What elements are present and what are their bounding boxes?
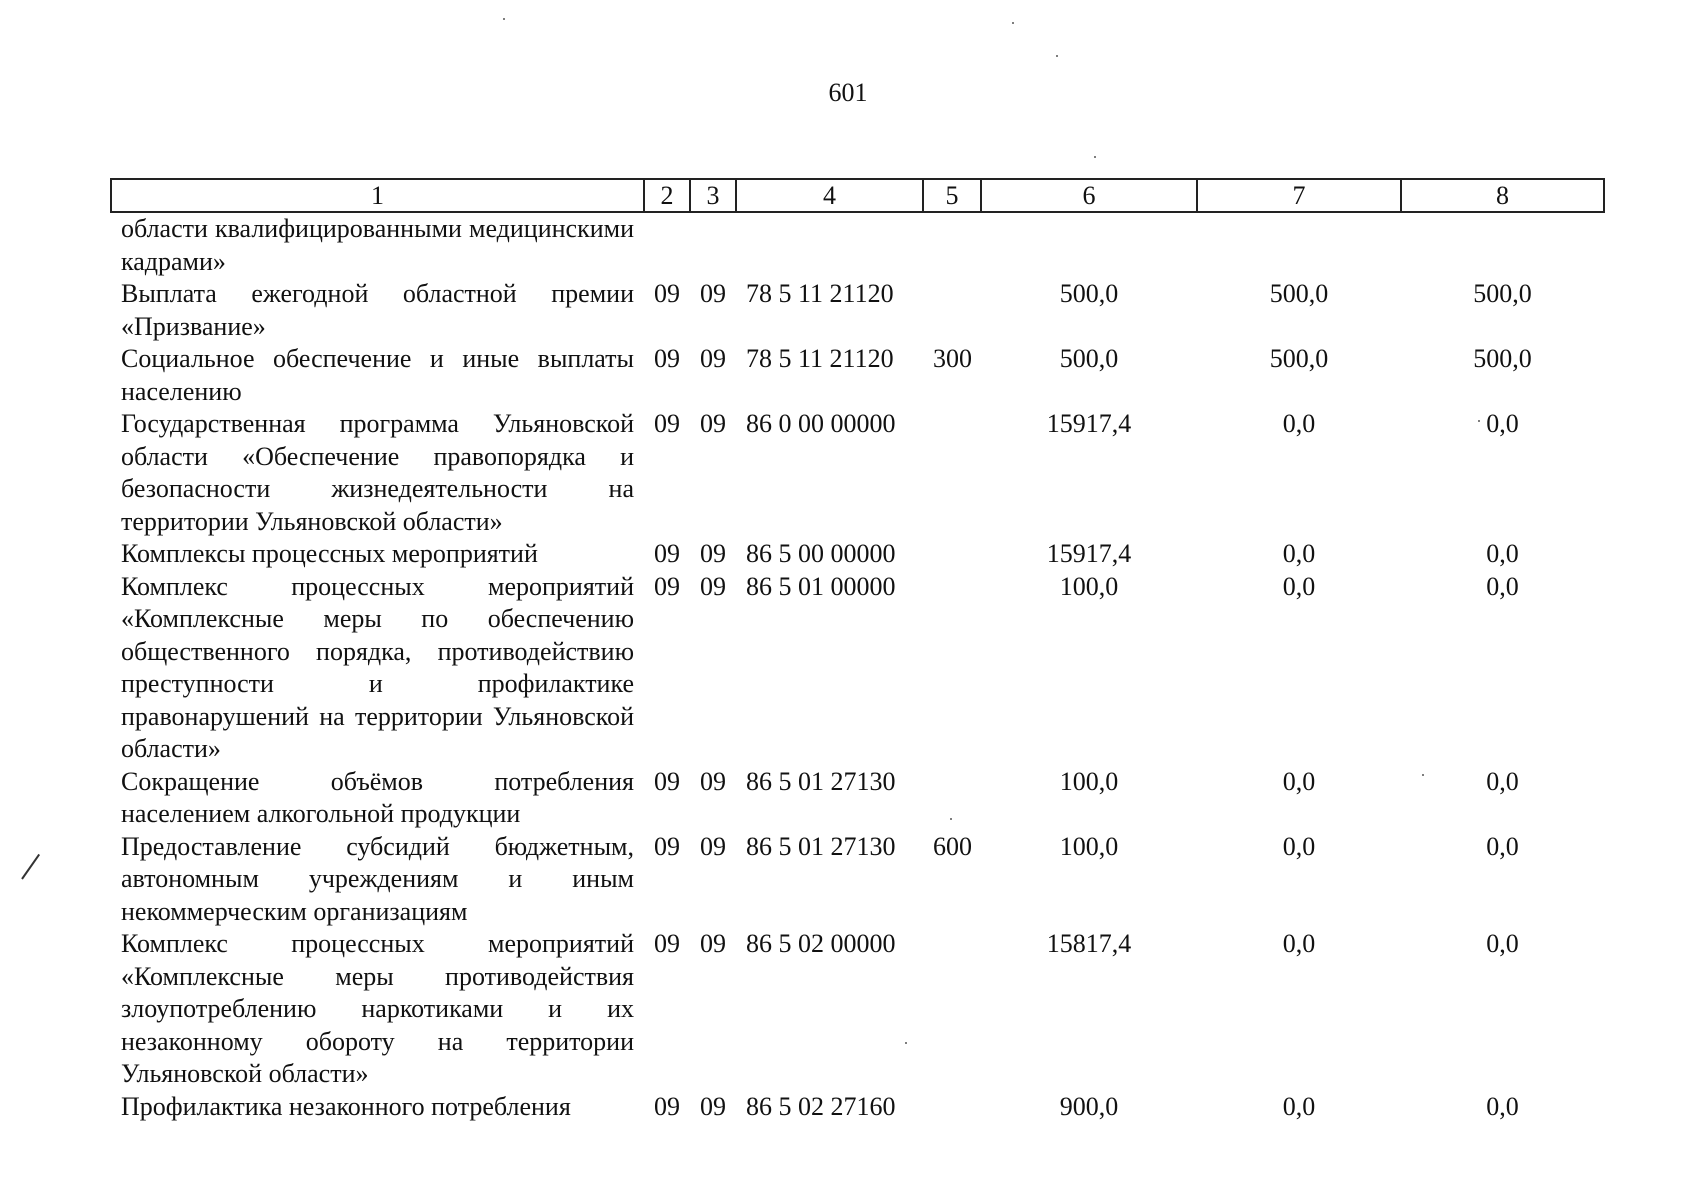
amount-col-8: 0,0 <box>1486 831 1519 861</box>
section-code: 09 <box>654 831 680 861</box>
column-header: 6 <box>981 179 1197 212</box>
amount-col-6: 500,0 <box>1059 279 1119 308</box>
subsection-code: 09 <box>700 766 726 796</box>
amount-col-8: 0,0 <box>1486 929 1519 958</box>
amount-col-7: 0,0 <box>1282 409 1316 438</box>
amount-col-6 <box>981 212 1197 278</box>
target-article-code <box>736 212 923 278</box>
budget-table <box>110 178 1605 1123</box>
section-code: 09 <box>654 279 680 308</box>
amount-col-7: 0,0 <box>1282 831 1316 861</box>
table-row <box>111 278 1604 343</box>
expense-type-code: 600 <box>933 831 972 861</box>
table-row <box>111 571 1604 766</box>
amount-col-8: 0,0 <box>1486 571 1519 601</box>
column-header: 5 <box>923 179 981 212</box>
amount-col-6: 15917,4 <box>1046 539 1132 568</box>
target-article-code: 86 5 01 27130 <box>746 766 896 796</box>
subsection-code: 09 <box>700 279 726 308</box>
amount-col-8: 0,0 <box>1486 766 1519 796</box>
table-row <box>111 538 1604 571</box>
subsection-code: 09 <box>700 1091 726 1121</box>
row-description: Государственная программа Ульяновской области «Обеспечение правопорядка и безопасности жизнедеятельности на территории Ульяновской области» <box>121 409 634 536</box>
amount-col-6: 100,0 <box>1059 831 1119 861</box>
row-description: Предоставление субсидий бюджетным, автономным учреждениям и иным некоммерческим организациям <box>121 831 634 926</box>
column-header: 1 <box>111 179 644 212</box>
scan-speck <box>1094 156 1096 158</box>
target-article-code: 86 0 00 00000 <box>746 409 896 438</box>
amount-col-7: 0,0 <box>1282 1091 1316 1121</box>
row-description: Выплата ежегодной областной премии «Призвание» <box>121 279 634 341</box>
row-description: области квалифицированными медицинскими кадрами» <box>121 214 634 276</box>
scan-speck <box>1478 420 1480 422</box>
amount-col-7: 0,0 <box>1282 571 1316 601</box>
scan-speck <box>950 818 952 820</box>
table-row <box>111 212 1604 278</box>
amount-col-8: 0,0 <box>1486 1091 1519 1121</box>
table-row <box>111 1091 1604 1124</box>
scan-speck <box>503 18 505 20</box>
column-header: 8 <box>1401 179 1604 212</box>
section-code: 09 <box>654 571 680 601</box>
column-header: 2 <box>644 179 690 212</box>
header-row <box>111 179 1604 212</box>
amount-col-8: 0,0 <box>1486 409 1519 438</box>
amount-col-6: 100,0 <box>1059 571 1119 601</box>
expense-type-code <box>923 538 981 571</box>
amount-col-8: 500,0 <box>1473 279 1532 308</box>
amount-col-7: 500,0 <box>1269 344 1329 373</box>
expense-type-code: 300 <box>933 344 972 373</box>
row-description: Социальное обеспечение и иные выплаты населению <box>121 344 634 406</box>
amount-col-6: 900,0 <box>1059 1091 1119 1121</box>
row-description: Комплексы процессных мероприятий <box>121 539 538 568</box>
expense-type-code <box>923 571 981 766</box>
amount-col-8: 0,0 <box>1486 539 1519 568</box>
scan-speck <box>1056 55 1058 57</box>
table-row <box>111 831 1604 929</box>
amount-col-6: 500,0 <box>1059 344 1119 373</box>
target-article-code: 78 5 11 21120 <box>746 279 894 308</box>
row-description: Комплекс процессных мероприятий «Комплексные меры противодействия злоупотреблению наркотиками и их незаконному обороту на территории Ульяновской области» <box>121 929 634 1088</box>
pen-mark <box>21 854 40 880</box>
amount-col-7 <box>1197 212 1401 278</box>
table-row <box>111 766 1604 831</box>
subsection-code: 09 <box>700 571 726 601</box>
section-code: 09 <box>654 929 680 958</box>
row-description: Комплекс процессных мероприятий «Комплексные меры по обеспечению общественного порядка, противодействию преступности и профилактике правонарушений на территории Ульяновской области» <box>121 571 634 763</box>
amount-col-8: 500,0 <box>1473 344 1532 373</box>
expense-type-code <box>923 928 981 1091</box>
expense-type-code <box>923 766 981 831</box>
column-header: 4 <box>736 179 923 212</box>
amount-col-6: 15817,4 <box>1046 929 1132 958</box>
section-code: 09 <box>654 409 680 438</box>
amount-col-6: 15917,4 <box>1046 409 1132 438</box>
subsection-code: 09 <box>700 344 726 373</box>
subsection-code <box>690 212 736 278</box>
row-description: Профилактика незаконного потребления <box>121 1091 571 1121</box>
column-header: 7 <box>1197 179 1401 212</box>
expense-type-code <box>923 212 981 278</box>
table-body <box>111 212 1604 1123</box>
target-article-code: 86 5 02 00000 <box>746 929 896 958</box>
scan-speck <box>1422 774 1424 776</box>
target-article-code: 86 5 00 00000 <box>746 539 896 568</box>
subsection-code: 09 <box>700 539 726 568</box>
subsection-code: 09 <box>700 929 726 958</box>
column-header: 3 <box>690 179 736 212</box>
target-article-code: 86 5 01 00000 <box>746 571 896 601</box>
table-row <box>111 408 1604 538</box>
scan-speck <box>905 1042 907 1044</box>
subsection-code: 09 <box>700 409 726 438</box>
section-code: 09 <box>654 539 680 568</box>
table-row <box>111 343 1604 408</box>
expense-type-code <box>923 278 981 343</box>
amount-col-6: 100,0 <box>1059 766 1119 796</box>
target-article-code: 86 5 01 27130 <box>746 831 896 861</box>
section-code: 09 <box>654 344 680 373</box>
section-code <box>644 212 690 278</box>
amount-col-7: 0,0 <box>1282 766 1316 796</box>
target-article-code: 78 5 11 21120 <box>746 344 894 373</box>
subsection-code: 09 <box>700 831 726 861</box>
section-code: 09 <box>654 1091 680 1121</box>
page-number: 601 <box>828 78 868 107</box>
section-code: 09 <box>654 766 680 796</box>
amount-col-7: 0,0 <box>1282 929 1316 958</box>
expense-type-code <box>923 408 981 538</box>
scan-speck <box>1012 22 1014 24</box>
table-row <box>111 928 1604 1091</box>
expense-type-code <box>923 1091 981 1124</box>
row-description: Сокращение объёмов потребления населением алкогольной продукции <box>121 766 634 828</box>
amount-col-7: 0,0 <box>1282 539 1316 568</box>
amount-col-8 <box>1401 212 1604 278</box>
amount-col-7: 500,0 <box>1269 279 1329 308</box>
target-article-code: 86 5 02 27160 <box>746 1091 896 1121</box>
